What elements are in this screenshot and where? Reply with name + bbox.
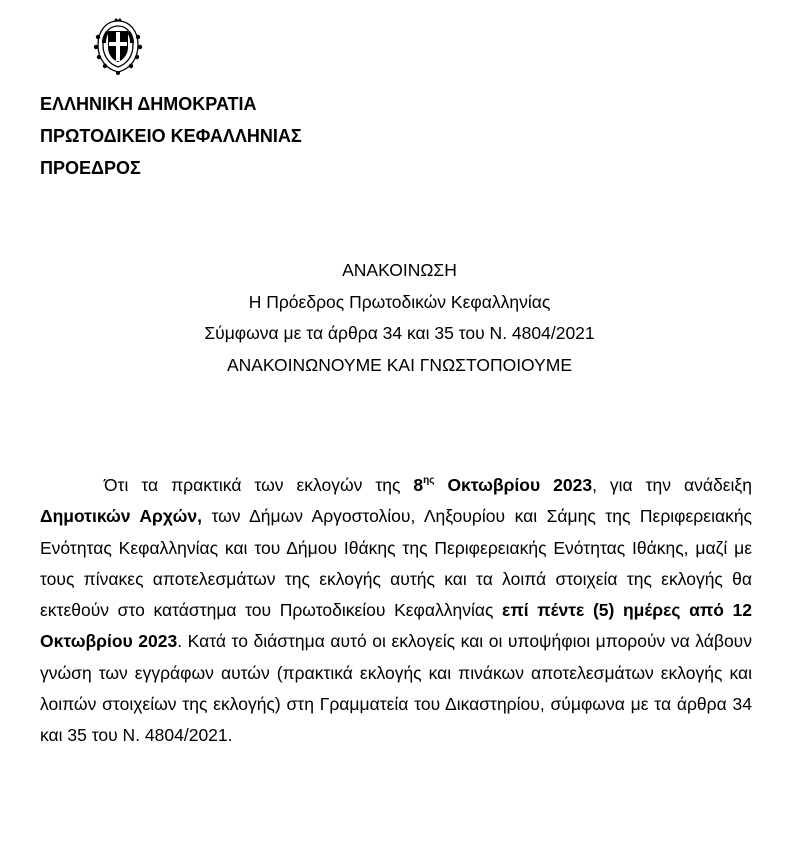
election-month-year: Οκτωβρίου 2023 — [434, 475, 593, 495]
issuer-header — [40, 88, 302, 184]
election-date — [413, 475, 592, 495]
announcement-title: ΑΝΑΚΟΙΝΩΣΗ — [342, 260, 457, 280]
election-day: 8 — [413, 475, 424, 495]
municipal-authorities: Δημοτικών Αρχών, — [40, 506, 202, 527]
announcement-authority: Η Πρόεδρος Πρωτοδικών Κεφαλληνίας — [248, 291, 551, 312]
body-text-2: , για την ανάδειξη — [592, 475, 752, 495]
announcement-body — [40, 470, 752, 752]
body-text-4: . Κατά το διάστημα αυτό οι εκλογείς και οι υποψήφιοι μπορούν να λάβουν γνώση των εγγράφων αυτών (πρακτικά εκλογής και πινάκων αποτελεσμάτων εκλογής και λοιπών στοιχείων της εκλογής) στη Γραμματεία του Δικαστηρίου, σύμφωνα με τα άρθρα 34 και 35 του Ν. 4804/2021. — [40, 631, 752, 746]
election-day-suffix: ης — [423, 475, 435, 486]
announcement-heading — [0, 255, 799, 381]
issuer-role: ΠΡΟΕΔΡΟΣ — [40, 158, 141, 178]
display-period: επί πέντε (5) ημέρες από 12 Οκτωβρίου 2023 — [40, 600, 752, 652]
greek-coat-of-arms-icon — [90, 17, 146, 75]
body-text-3: των Δήμων Αργοστολίου, Ληξουρίου και Σάμης της Περιφερειακής Ενότητας Κεφαλληνίας και του Δήμου Ιθάκης της Περιφερειακής Ενότητας Ιθάκης, μαζί με τους πίνακες αποτελεσμάτων της εκλογής αυτής και τα λοιπά στοιχεία της εκλογής θα εκτεθούν στο κατάστημα του Πρωτοδικείου Κεφαλληνίας — [40, 506, 752, 621]
issuer-country: ΕΛΛΗΝΙΚΗ ΔΗΜΟΚΡΑΤΙΑ — [40, 94, 257, 114]
announcement-legal-basis: Σύμφωνα με τα άρθρα 34 και 35 του Ν. 4804/2021 — [204, 323, 595, 343]
body-text-1: Ότι τα πρακτικά των εκλογών της — [104, 475, 414, 495]
issuer-court: ΠΡΩΤΟΔΙΚΕΙΟ ΚΕΦΑΛΛΗΝΙΑΣ — [40, 126, 302, 146]
announcement-declaration: ΑΝΑΚΟΙΝΩΝΟΥΜΕ ΚΑΙ ΓΝΩΣΤΟΠΟΙΟΥΜΕ — [226, 354, 573, 375]
